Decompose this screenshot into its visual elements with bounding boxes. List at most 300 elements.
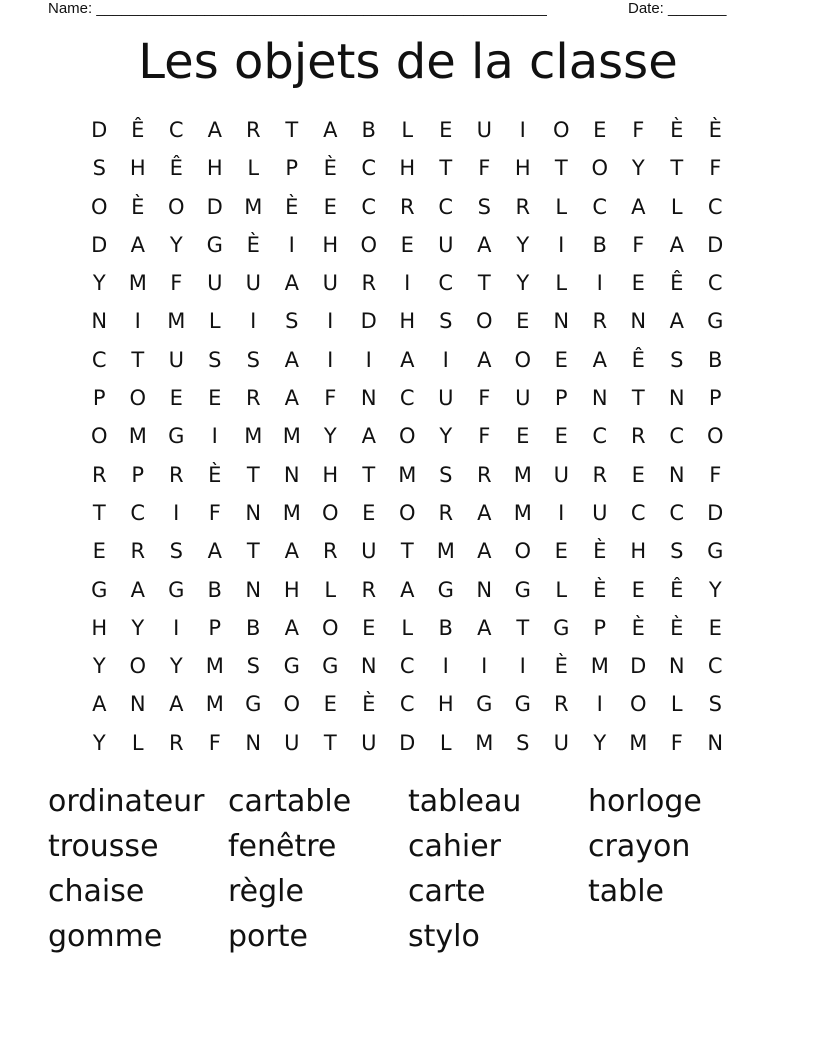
grid-letter: M bbox=[282, 424, 301, 449]
grid-letter: C bbox=[438, 194, 454, 219]
grid-letter: T bbox=[285, 118, 299, 142]
grid-letter: L bbox=[555, 194, 568, 219]
grid-letter: E bbox=[323, 692, 337, 717]
grid-letter: L bbox=[670, 194, 683, 219]
grid-letter: S bbox=[246, 654, 260, 679]
grid-letter: O bbox=[321, 500, 339, 525]
grid-letter: F bbox=[478, 386, 491, 411]
grid-letter: A bbox=[284, 615, 299, 640]
grid-letter: Y bbox=[92, 654, 106, 679]
grid-letter: N bbox=[591, 386, 608, 411]
grid-letter: Y bbox=[92, 271, 106, 296]
grid-letter: A bbox=[669, 309, 684, 334]
grid-letter: S bbox=[516, 730, 530, 755]
grid-letter: E bbox=[362, 500, 376, 525]
grid-letter: E bbox=[631, 271, 645, 296]
grid-letter: O bbox=[321, 615, 339, 640]
grid-letter: L bbox=[131, 730, 144, 755]
grid-letter: C bbox=[707, 654, 723, 679]
grid-letter: S bbox=[92, 156, 106, 181]
grid-row bbox=[80, 341, 735, 379]
grid-letter: D bbox=[399, 730, 416, 755]
grid-letter: S bbox=[439, 309, 453, 334]
grid-letter: F bbox=[324, 386, 337, 411]
grid-letter: S bbox=[439, 462, 453, 487]
grid-letter: F bbox=[632, 232, 645, 257]
grid-letter: G bbox=[168, 424, 185, 449]
grid-letter: E bbox=[323, 194, 337, 219]
grid-letter: F bbox=[208, 500, 221, 525]
grid-letter: L bbox=[247, 156, 260, 181]
page-title: Les objets de la classe bbox=[138, 34, 678, 90]
grid-letter: E bbox=[362, 615, 376, 640]
grid-letter: U bbox=[207, 271, 223, 296]
grid-row bbox=[80, 685, 735, 723]
grid-letter: I bbox=[134, 309, 141, 334]
grid-letter: S bbox=[208, 347, 222, 372]
grid-letter: T bbox=[246, 539, 260, 564]
grid-letter: G bbox=[91, 577, 108, 602]
grid-letter: C bbox=[707, 194, 723, 219]
grid-letter: A bbox=[207, 539, 222, 564]
grid-letter: S bbox=[670, 539, 684, 564]
grid-letter: T bbox=[516, 615, 530, 640]
grid-letter: B bbox=[708, 347, 723, 372]
grid-letter: F bbox=[670, 730, 683, 755]
grid-letter: T bbox=[477, 271, 491, 296]
grid-letter: U bbox=[245, 271, 261, 296]
grid-letter: U bbox=[438, 386, 454, 411]
grid-letter: I bbox=[519, 654, 526, 679]
grid-letter: P bbox=[285, 156, 299, 181]
grid-letter: A bbox=[284, 271, 299, 296]
word-list-item: cahier bbox=[408, 829, 502, 864]
grid-row bbox=[80, 494, 735, 532]
grid-letter: A bbox=[284, 386, 299, 411]
grid-letter: A bbox=[130, 232, 145, 257]
grid-letter: S bbox=[708, 692, 722, 717]
grid-letter: F bbox=[478, 156, 491, 181]
grid-letter: I bbox=[404, 271, 411, 296]
word-search-grid bbox=[80, 111, 735, 761]
grid-letter: E bbox=[516, 309, 530, 334]
date-field-label: Date: _______ bbox=[628, 0, 727, 17]
grid-letter: M bbox=[128, 424, 147, 449]
grid-letter: F bbox=[170, 271, 183, 296]
grid-letter: L bbox=[208, 309, 221, 334]
grid-letter: E bbox=[92, 539, 106, 564]
grid-letter: F bbox=[478, 424, 491, 449]
grid-letter: R bbox=[130, 539, 146, 564]
grid-letter: I bbox=[365, 347, 372, 372]
grid-letter: O bbox=[90, 194, 108, 219]
grid-letter: T bbox=[400, 539, 414, 564]
grid-letter: H bbox=[206, 156, 223, 181]
word-list-item: porte bbox=[228, 919, 308, 954]
grid-letter: C bbox=[168, 118, 184, 142]
grid-letter: B bbox=[592, 232, 607, 257]
grid-letter: M bbox=[128, 271, 147, 296]
grid-letter: N bbox=[553, 309, 570, 334]
grid-letter: A bbox=[477, 500, 492, 525]
grid-letter: N bbox=[668, 386, 685, 411]
grid-letter: O bbox=[167, 194, 185, 219]
grid-letter: R bbox=[91, 462, 107, 487]
grid-letter: U bbox=[322, 271, 338, 296]
grid-letter: M bbox=[475, 730, 494, 755]
grid-letter: P bbox=[708, 386, 722, 411]
grid-letter: Ê bbox=[670, 271, 684, 296]
grid-letter: M bbox=[282, 500, 301, 525]
grid-letter: R bbox=[361, 271, 377, 296]
grid-letter: A bbox=[207, 118, 222, 142]
grid-letter: U bbox=[361, 539, 377, 564]
grid-letter: G bbox=[322, 654, 339, 679]
grid-letter: M bbox=[398, 462, 417, 487]
grid-letter: C bbox=[91, 347, 107, 372]
grid-row bbox=[80, 149, 735, 187]
grid-letter: M bbox=[167, 309, 186, 334]
grid-letter: O bbox=[552, 118, 570, 142]
grid-letter: G bbox=[245, 692, 262, 717]
grid-letter: D bbox=[360, 309, 377, 334]
word-list-item: chaise bbox=[48, 874, 145, 909]
grid-letter: O bbox=[129, 386, 147, 411]
grid-letter: A bbox=[92, 692, 107, 717]
grid-letter: U bbox=[168, 347, 184, 372]
word-list-item: horloge bbox=[588, 784, 702, 819]
grid-letter: C bbox=[669, 424, 685, 449]
grid-letter: C bbox=[130, 500, 146, 525]
grid-letter: O bbox=[514, 539, 532, 564]
grid-letter: N bbox=[360, 386, 377, 411]
grid-letter: F bbox=[208, 730, 221, 755]
grid-letter: R bbox=[553, 692, 569, 717]
grid-letter: E bbox=[169, 386, 183, 411]
grid-letter: È bbox=[554, 654, 568, 679]
grid-row bbox=[80, 417, 735, 455]
grid-letter: È bbox=[708, 118, 722, 142]
grid-letter: A bbox=[130, 577, 145, 602]
grid-letter: B bbox=[361, 118, 376, 142]
grid-letter: E bbox=[593, 118, 607, 142]
grid-letter: E bbox=[208, 386, 222, 411]
grid-letter: Y bbox=[131, 615, 145, 640]
grid-letter: H bbox=[630, 539, 647, 564]
grid-letter: I bbox=[288, 232, 295, 257]
grid-letter: T bbox=[362, 462, 376, 487]
grid-letter: T bbox=[131, 347, 145, 372]
grid-letter: P bbox=[554, 386, 568, 411]
grid-letter: M bbox=[629, 730, 648, 755]
word-list-item: cartable bbox=[228, 784, 352, 819]
grid-letter: I bbox=[442, 654, 449, 679]
grid-letter: È bbox=[670, 615, 684, 640]
grid-letter: Y bbox=[169, 232, 183, 257]
grid-letter: Y bbox=[92, 730, 106, 755]
grid-letter: A bbox=[400, 577, 415, 602]
grid-letter: A bbox=[669, 232, 684, 257]
grid-letter: R bbox=[438, 500, 454, 525]
grid-row bbox=[80, 188, 735, 226]
grid-letter: R bbox=[592, 309, 608, 334]
grid-letter: A bbox=[477, 232, 492, 257]
grid-letter: D bbox=[91, 232, 108, 257]
grid-letter: O bbox=[129, 654, 147, 679]
grid-letter: O bbox=[283, 692, 301, 717]
grid-letter: R bbox=[630, 424, 646, 449]
grid-letter: F bbox=[632, 118, 645, 142]
grid-letter: H bbox=[399, 309, 416, 334]
grid-letter: C bbox=[399, 692, 415, 717]
grid-letter: Y bbox=[516, 232, 530, 257]
grid-row bbox=[80, 609, 735, 647]
grid-letter: I bbox=[327, 309, 334, 334]
grid-letter: I bbox=[442, 347, 449, 372]
grid-letter: C bbox=[630, 500, 646, 525]
grid-letter: G bbox=[283, 654, 300, 679]
grid-letter: R bbox=[322, 539, 338, 564]
grid-letter: N bbox=[245, 500, 262, 525]
grid-letter: H bbox=[91, 615, 108, 640]
grid-row bbox=[80, 532, 735, 570]
grid-letter: Y bbox=[631, 156, 645, 181]
grid-letter: U bbox=[592, 500, 608, 525]
grid-letter: A bbox=[361, 424, 376, 449]
grid-letter: M bbox=[205, 654, 224, 679]
grid-letter: E bbox=[631, 462, 645, 487]
grid-letter: R bbox=[245, 386, 261, 411]
grid-row bbox=[80, 111, 735, 149]
grid-row bbox=[80, 379, 735, 417]
grid-letter: G bbox=[437, 577, 454, 602]
grid-letter: M bbox=[513, 500, 532, 525]
grid-letter: A bbox=[477, 347, 492, 372]
grid-letter: Ê bbox=[670, 577, 684, 602]
grid-letter: O bbox=[90, 424, 108, 449]
grid-letter: E bbox=[554, 539, 568, 564]
grid-letter: E bbox=[631, 577, 645, 602]
grid-letter: O bbox=[629, 692, 647, 717]
grid-letter: N bbox=[245, 730, 262, 755]
grid-letter: I bbox=[211, 424, 218, 449]
grid-letter: È bbox=[593, 539, 607, 564]
grid-letter: I bbox=[558, 500, 565, 525]
grid-letter: N bbox=[245, 577, 262, 602]
grid-letter: R bbox=[168, 730, 184, 755]
grid-letter: O bbox=[398, 424, 416, 449]
grid-letter: Ê bbox=[631, 347, 645, 372]
grid-letter: N bbox=[476, 577, 493, 602]
grid-letter: N bbox=[129, 692, 146, 717]
word-list-item: stylo bbox=[408, 919, 480, 954]
grid-letter: G bbox=[514, 577, 531, 602]
word-list-item: carte bbox=[408, 874, 486, 909]
grid-letter: I bbox=[596, 271, 603, 296]
word-list-item: table bbox=[588, 874, 664, 909]
grid-letter: È bbox=[246, 232, 260, 257]
grid-row bbox=[80, 264, 735, 302]
grid-letter: T bbox=[323, 730, 337, 755]
grid-letter: M bbox=[244, 424, 263, 449]
grid-row bbox=[80, 724, 735, 762]
grid-letter: È bbox=[323, 156, 337, 181]
grid-letter: D bbox=[206, 194, 223, 219]
grid-row bbox=[80, 571, 735, 609]
grid-letter: R bbox=[592, 462, 608, 487]
grid-letter: H bbox=[437, 692, 454, 717]
grid-letter: U bbox=[553, 730, 569, 755]
grid-letter: Y bbox=[323, 424, 337, 449]
grid-letter: A bbox=[323, 118, 338, 142]
grid-letter: U bbox=[515, 386, 531, 411]
grid-letter: C bbox=[707, 271, 723, 296]
grid-letter: H bbox=[322, 232, 339, 257]
grid-letter: O bbox=[398, 500, 416, 525]
grid-letter: E bbox=[439, 118, 453, 142]
grid-letter: Y bbox=[708, 577, 722, 602]
grid-letter: C bbox=[592, 194, 608, 219]
word-list-item: règle bbox=[228, 874, 304, 909]
grid-letter: F bbox=[709, 462, 722, 487]
grid-letter: P bbox=[593, 615, 607, 640]
word-list-item: fenêtre bbox=[228, 829, 337, 864]
grid-letter: G bbox=[553, 615, 570, 640]
grid-letter: E bbox=[554, 347, 568, 372]
grid-row bbox=[80, 226, 735, 264]
grid-letter: I bbox=[173, 615, 180, 640]
grid-letter: A bbox=[592, 347, 607, 372]
grid-letter: O bbox=[360, 232, 378, 257]
grid-letter: N bbox=[707, 730, 724, 755]
grid-letter: È bbox=[362, 692, 376, 717]
grid-letter: L bbox=[401, 118, 414, 142]
word-list-item: gomme bbox=[48, 919, 163, 954]
grid-letter: C bbox=[592, 424, 608, 449]
grid-letter: È bbox=[593, 577, 607, 602]
grid-letter: A bbox=[284, 539, 299, 564]
grid-letter: A bbox=[477, 615, 492, 640]
grid-letter: M bbox=[436, 539, 455, 564]
grid-letter: A bbox=[400, 347, 415, 372]
grid-letter: U bbox=[284, 730, 300, 755]
grid-letter: H bbox=[322, 462, 339, 487]
grid-letter: U bbox=[438, 232, 454, 257]
grid-letter: Y bbox=[516, 271, 530, 296]
grid-letter: R bbox=[515, 194, 531, 219]
grid-letter: P bbox=[131, 462, 145, 487]
grid-letter: P bbox=[92, 386, 106, 411]
grid-letter: Ê bbox=[169, 156, 183, 181]
grid-letter: E bbox=[400, 232, 414, 257]
grid-letter: C bbox=[669, 500, 685, 525]
grid-letter: T bbox=[246, 462, 260, 487]
grid-letter: C bbox=[399, 654, 415, 679]
grid-letter: D bbox=[707, 500, 724, 525]
header bbox=[48, 0, 748, 20]
grid-letter: S bbox=[477, 194, 491, 219]
grid-row bbox=[80, 647, 735, 685]
grid-letter: M bbox=[590, 654, 609, 679]
grid-letter: N bbox=[630, 309, 647, 334]
grid-letter: G bbox=[514, 692, 531, 717]
grid-letter: S bbox=[169, 539, 183, 564]
grid-letter: B bbox=[246, 615, 261, 640]
word-list-item: tableau bbox=[408, 784, 522, 819]
grid-letter: F bbox=[709, 156, 722, 181]
grid-letter: I bbox=[596, 692, 603, 717]
grid-letter: I bbox=[481, 654, 488, 679]
grid-letter: N bbox=[668, 654, 685, 679]
grid-letter: U bbox=[361, 730, 377, 755]
grid-letter: È bbox=[131, 194, 145, 219]
grid-letter: E bbox=[708, 615, 722, 640]
grid-letter: Y bbox=[439, 424, 453, 449]
grid-letter: I bbox=[327, 347, 334, 372]
grid-letter: È bbox=[670, 118, 684, 142]
grid-letter: A bbox=[284, 347, 299, 372]
grid-letter: L bbox=[439, 730, 452, 755]
grid-letter: P bbox=[208, 615, 222, 640]
grid-letter: S bbox=[246, 347, 260, 372]
grid-letter: T bbox=[554, 156, 568, 181]
grid-letter: M bbox=[244, 194, 263, 219]
grid-letter: L bbox=[555, 577, 568, 602]
grid-letter: D bbox=[91, 118, 108, 142]
grid-letter: D bbox=[630, 654, 647, 679]
word-list-item: trousse bbox=[48, 829, 159, 864]
grid-letter: R bbox=[361, 577, 377, 602]
grid-letter: N bbox=[360, 654, 377, 679]
word-list-item: crayon bbox=[588, 829, 691, 864]
grid-letter: Y bbox=[593, 730, 607, 755]
grid-letter: G bbox=[707, 309, 724, 334]
grid-letter: N bbox=[668, 462, 685, 487]
grid-letter: S bbox=[285, 309, 299, 334]
word-list-item: ordinateur bbox=[48, 784, 205, 819]
grid-letter: I bbox=[519, 118, 526, 142]
grid-letter: R bbox=[168, 462, 184, 487]
grid-letter: R bbox=[245, 118, 261, 142]
grid-letter: T bbox=[92, 500, 106, 525]
grid-row bbox=[80, 302, 735, 340]
grid-letter: A bbox=[631, 194, 646, 219]
grid-letter: R bbox=[399, 194, 415, 219]
grid-row bbox=[80, 456, 735, 494]
grid-letter: C bbox=[399, 386, 415, 411]
grid-letter: E bbox=[554, 424, 568, 449]
grid-letter: Ê bbox=[131, 118, 145, 142]
grid-letter: T bbox=[631, 386, 645, 411]
grid-letter: O bbox=[514, 347, 532, 372]
grid-letter: U bbox=[553, 462, 569, 487]
grid-letter: O bbox=[706, 424, 724, 449]
grid-letter: T bbox=[439, 156, 453, 181]
grid-letter: G bbox=[707, 539, 724, 564]
grid-letter: D bbox=[707, 232, 724, 257]
grid-letter: O bbox=[475, 309, 493, 334]
grid-letter: L bbox=[401, 615, 414, 640]
grid-letter: A bbox=[169, 692, 184, 717]
grid-letter: L bbox=[670, 692, 683, 717]
grid-letter: C bbox=[438, 271, 454, 296]
grid-letter: È bbox=[208, 462, 222, 487]
grid-letter: U bbox=[476, 118, 492, 142]
grid-letter: L bbox=[324, 577, 337, 602]
grid-letter: H bbox=[283, 577, 300, 602]
grid-letter: B bbox=[438, 615, 453, 640]
grid-letter: N bbox=[91, 309, 108, 334]
